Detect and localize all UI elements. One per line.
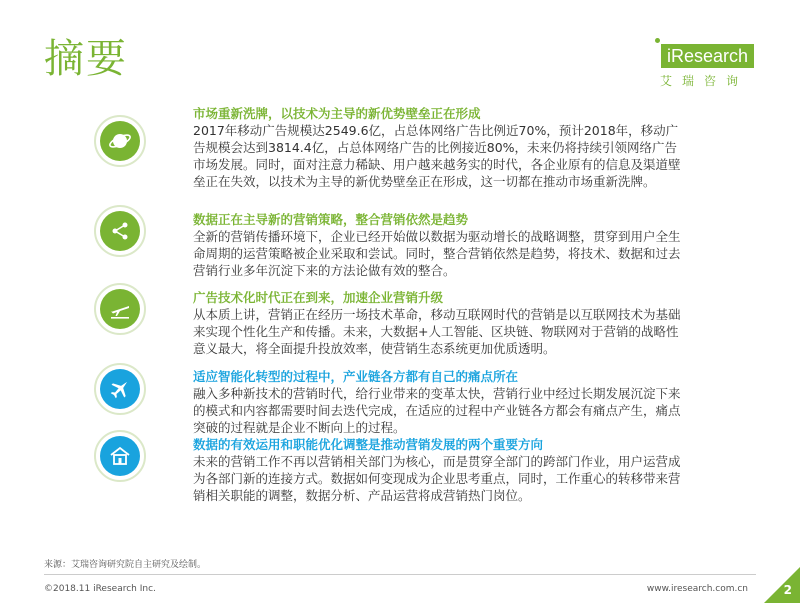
section-2-heading: 数据正在主导新的营销策略，整合营销依然是趋势	[193, 212, 469, 227]
section-5-body: 未来的营销工作不再以营销相关部门为核心，而是贯穿全部门的跨部门作业，用户运营成为各部门新的连接方式。数据如何变现成为企业思考重点，同时，工作重心的转移带来营销相关职能的调整，数据分析、产品运营将成营销热门岗位。	[193, 454, 681, 503]
takeoff-icon	[94, 283, 146, 335]
page-number: 2	[783, 583, 792, 597]
section-1-body: 2017年移动广告规模达2549.6亿，占总体网络广告比例近70%，预计2018年，移动广告规模会达到3814.4亿，占总体网络广告的比例接近80%，未来仍将持续引领网络广告市场发展。同时，面对注意力稀缺、用户越来越务实的时代，各企业原有的信息及渠道壁垒正在失效，以技术为主导的新优势壁垒正在形成，这一切都在推动市场重新洗牌。	[193, 123, 681, 189]
logo-dot-icon	[655, 38, 660, 43]
page-title: 摘要	[44, 36, 128, 82]
copyright: ©2018.11 iResearch Inc.	[44, 584, 156, 594]
source-note: 来源：艾瑞咨询研究院自主研究及绘制。	[44, 560, 207, 570]
section-5-heading: 数据的有效运用和职能优化调整是推动营销发展的两个重要方向	[193, 437, 544, 452]
home-icon	[94, 430, 146, 482]
airplane-icon	[94, 363, 146, 415]
logo-subtitle: 艾瑞咨询	[659, 74, 748, 88]
corner-triangle	[764, 567, 800, 603]
iresearch-logo	[644, 38, 754, 94]
footer-divider	[44, 574, 756, 575]
section-1-heading: 市场重新洗牌，以技术为主导的新优势壁垒正在形成	[193, 106, 481, 121]
section-4-body: 融入多种新技术的营销时代，给行业带来的变革太快，营销行业中经过长期发展沉淀下来的模式和内容都需要时间去迭代完成，在适应的过程中产业链各方都会有痛点产生，痛点突破的过程就是企业不断向上的过程。	[193, 386, 681, 435]
section-4-heading: 适应智能化转型的过程中，产业链各方都有自己的痛点所在	[193, 369, 519, 384]
planet-icon	[94, 115, 146, 167]
section-3-body: 从本质上讲，营销正在经历一场技术革命，移动互联网时代的营销是以互联网技术为基础来实现个性化生产和传播。未来，大数据+人工智能、区块链、物联网对于营销的战略性意义最大，将全面提升投放效率，使营销生态系统更加优质透明。	[193, 307, 681, 356]
section-3-heading: 广告技术化时代正在到来，加速企业营销升级	[193, 290, 444, 305]
section-2-body: 全新的营销传播环境下，企业已经开始做以数据为驱动增长的战略调整，贯穿到用户全生命周期的运营策略被企业采取和尝试。同时，整合营销依然是趋势，将技术、数据和过去营销行业多年沉淀下来的方法论做有效的整合。	[193, 229, 681, 278]
logo-wordmark: iResearch	[661, 44, 754, 68]
website-url: www.iresearch.com.cn	[646, 584, 748, 594]
share-icon	[94, 205, 146, 257]
